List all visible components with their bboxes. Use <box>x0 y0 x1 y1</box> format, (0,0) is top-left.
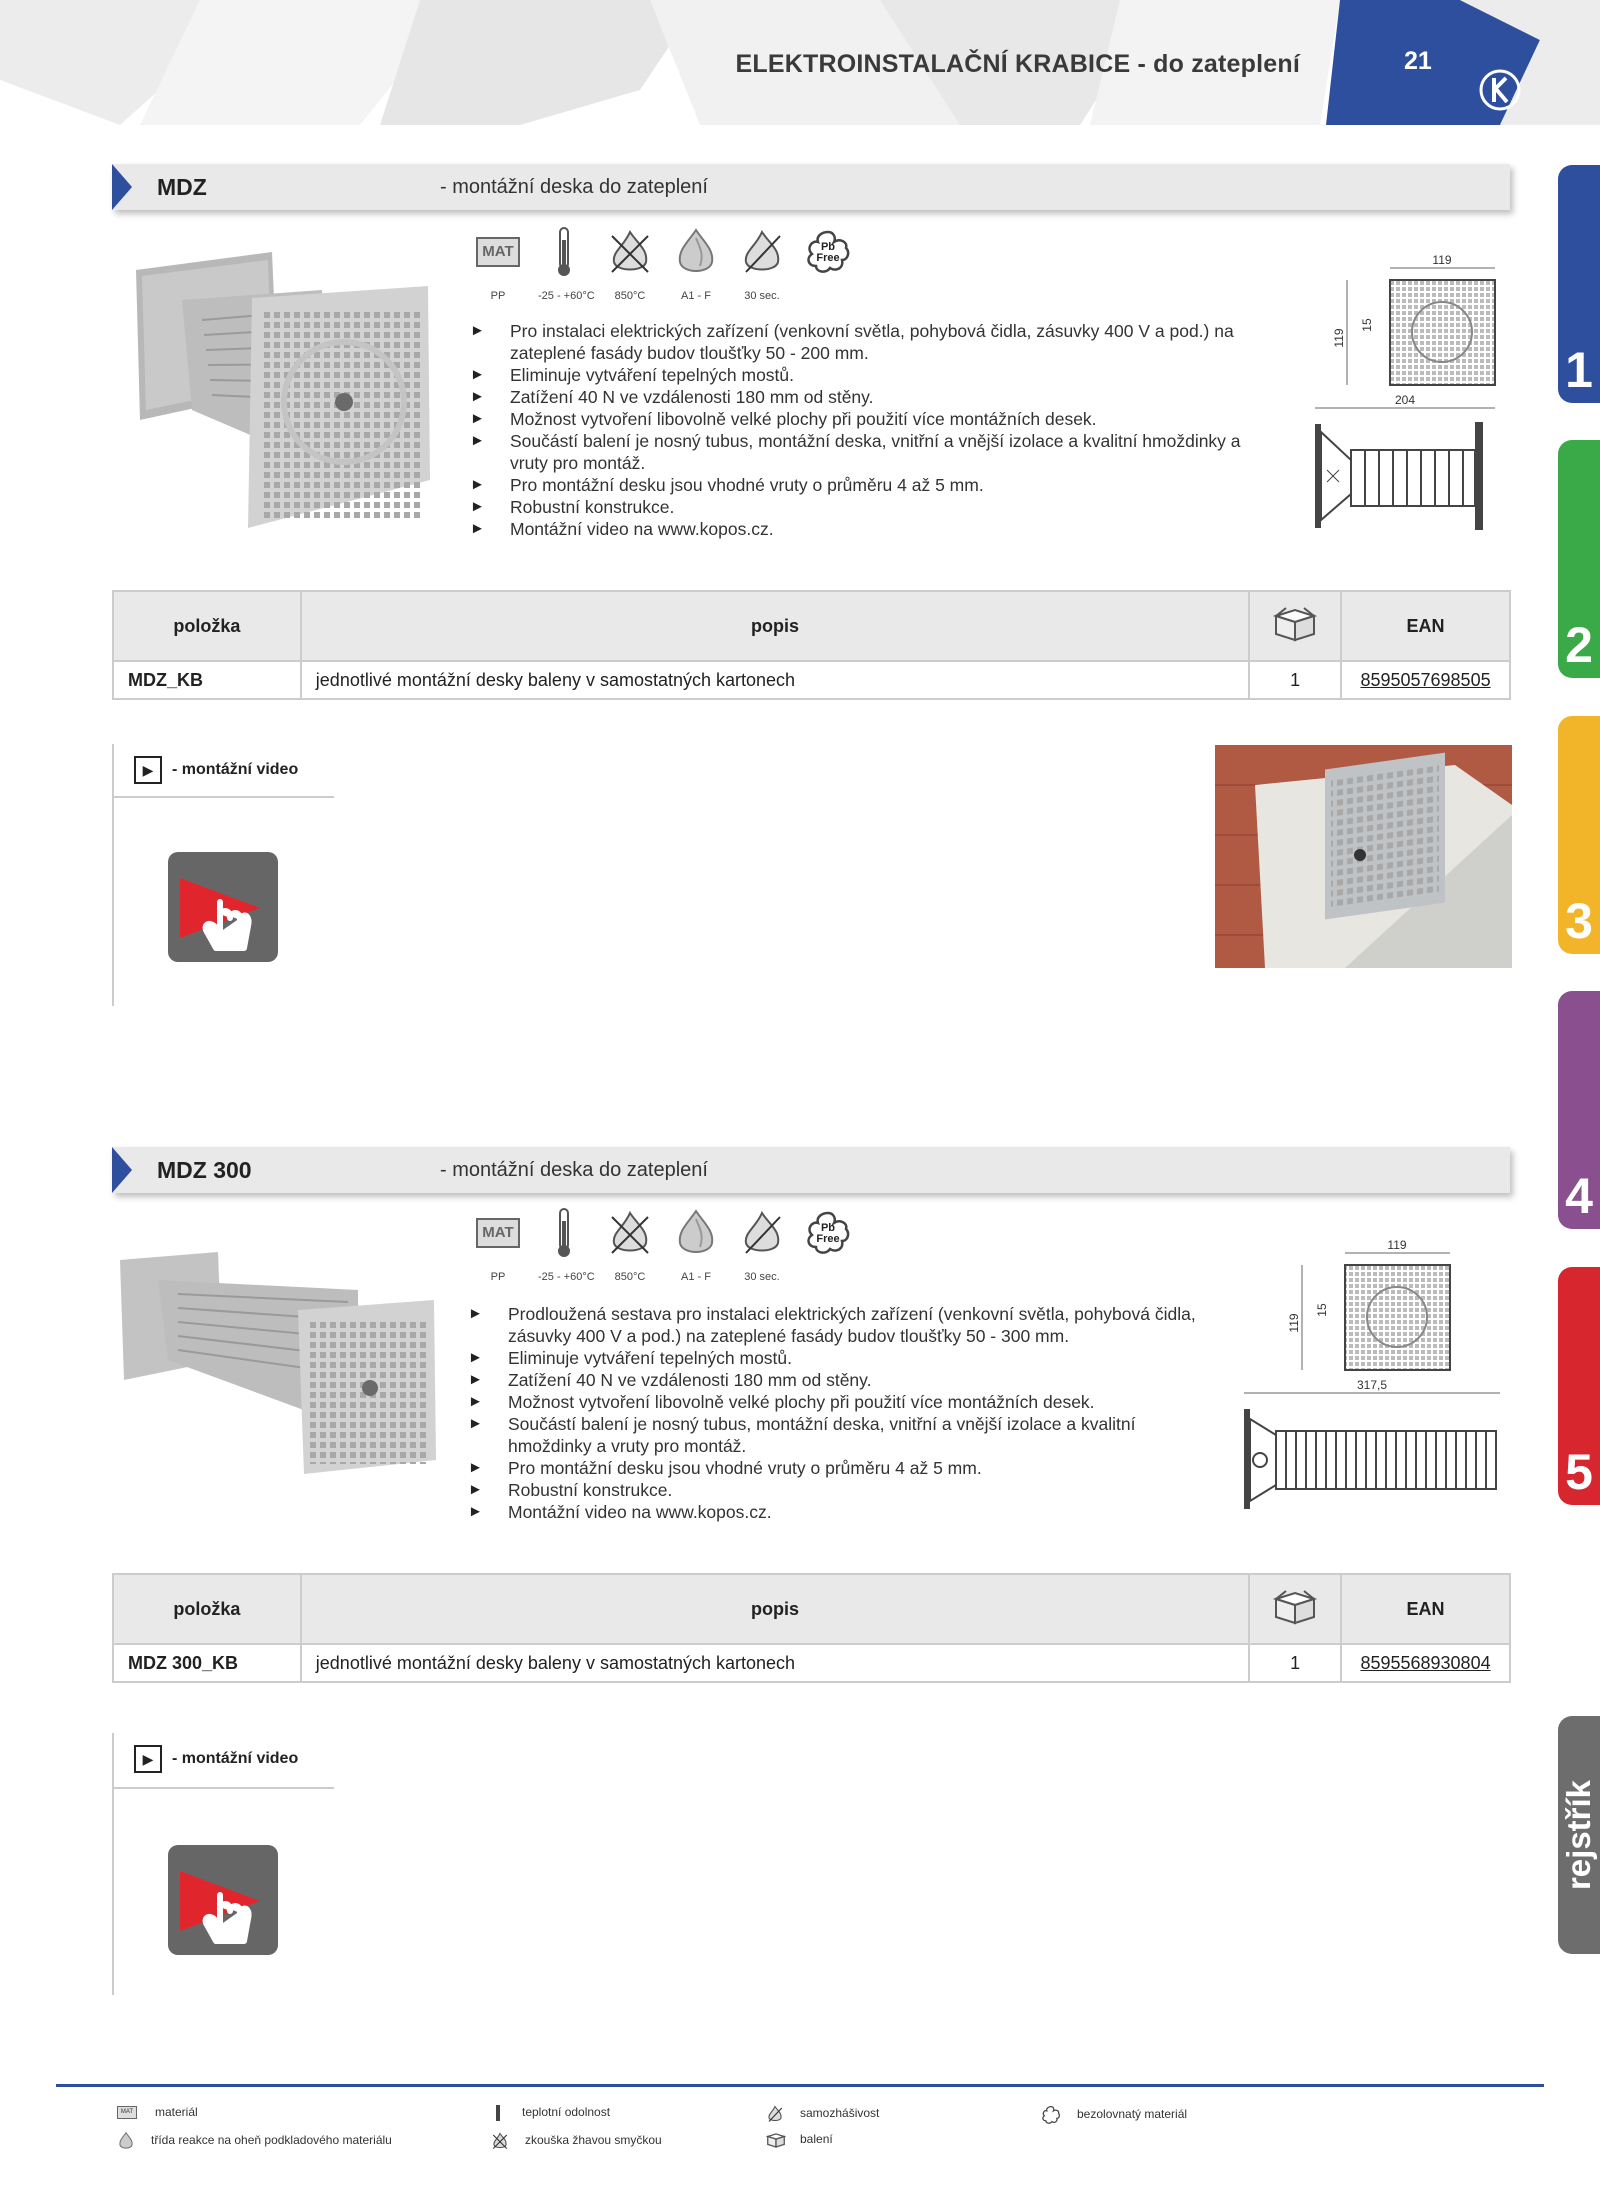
legend-item-self-extinguish <box>766 2105 879 2123</box>
play-icon[interactable]: ▶ <box>134 756 162 784</box>
side-tab-label: 3 <box>1565 893 1593 949</box>
legend-item-fire-class <box>117 2132 392 2150</box>
video-block-mdz <box>112 744 334 1006</box>
side-tab-label: 4 <box>1565 1168 1593 1224</box>
side-tab-2[interactable] <box>1558 440 1600 678</box>
section-bar-mdz300 <box>112 1147 1510 1193</box>
feature-list-mdz <box>470 320 1280 540</box>
legend-label: teplotní odolnost <box>522 2105 611 2120</box>
dim-length: 204 <box>1394 393 1416 407</box>
col-header-package <box>1249 591 1341 661</box>
col-header-description: popis <box>301 591 1249 661</box>
properties-row-mdz <box>472 226 854 302</box>
mat-icon: MAT <box>117 2106 137 2119</box>
table-row <box>113 661 1510 699</box>
feature-item: ► Součástí balení je nosný tubus, montážní deska, vnitřní a vnější izolace a kvalitní hmoždinky a vruty pro montáž. <box>470 430 1280 474</box>
play-hand-icon <box>168 1845 278 1955</box>
feature-item: ► Pro instalaci elektrických zařízení (venkovní světla, pohybová čidla, zásuvky 400 V a pod.) na zateplené fasády budov tloušťky 50 - 200 mm. <box>470 320 1280 364</box>
legend-item-material <box>117 2105 198 2119</box>
video-label: - montážní video <box>172 761 299 778</box>
section-marker <box>112 1147 132 1193</box>
legend-label: zkouška žhavou smyčkou <box>525 2133 662 2148</box>
product-code: MDZ <box>157 174 207 200</box>
divider <box>112 744 114 1006</box>
legend-label: materiál <box>155 2105 198 2119</box>
material-value: PP <box>490 290 506 302</box>
glow-wire-icon <box>608 228 652 276</box>
video-button[interactable] <box>168 1845 278 1955</box>
thermometer-icon <box>496 2105 500 2121</box>
feature-item: ► Montážní video na www.kopos.cz. <box>468 1501 1208 1523</box>
pb-free-icon <box>804 1209 852 1257</box>
pb-free-icon <box>1041 2105 1061 2125</box>
col-header-package <box>1249 1574 1341 1644</box>
feature-item: ► Zatížení 40 N ve vzdálenosti 180 mm od stěny. <box>468 1369 1208 1391</box>
side-tab-label: 1 <box>1565 342 1593 398</box>
product-description: - montážní deska do zateplení <box>440 176 708 198</box>
dim-length: 317,5 <box>1356 1378 1388 1392</box>
product-code: MDZ 300 <box>157 1157 252 1183</box>
flame-icon <box>766 2105 784 2123</box>
material-value: PP <box>490 1271 506 1283</box>
legend-label: třída reakce na oheň podkladového materiálu <box>151 2133 392 2148</box>
item-code: MDZ 300_KB <box>113 1644 301 1682</box>
dim-height: 119 <box>1332 328 1346 348</box>
drop-icon <box>676 228 716 276</box>
technical-drawing-mdz <box>1305 250 1500 540</box>
legend-item-temperature <box>496 2105 610 2121</box>
mat-icon: MAT <box>476 1218 520 1248</box>
pb-free-text-1: Pb <box>820 1222 836 1234</box>
col-header-ean: EAN <box>1341 591 1510 661</box>
thermometer-icon <box>556 1207 572 1259</box>
pb-free-icon <box>804 228 852 276</box>
pb-free-text-2: Free <box>816 1233 840 1245</box>
glow-wire-value: 850°C <box>614 1271 646 1283</box>
section-marker <box>112 164 132 210</box>
dim-offset: 15 <box>1315 1303 1329 1317</box>
drop-icon <box>676 1209 716 1257</box>
legend-label: bezolovnatý materiál <box>1077 2107 1188 2122</box>
pb-free-text-1: Pb <box>820 241 836 253</box>
side-tab-1[interactable] <box>1558 165 1600 403</box>
installation-photo-mdz <box>1215 745 1512 968</box>
flame-icon <box>740 228 784 276</box>
dim-width: 119 <box>1387 1238 1407 1252</box>
glow-wire-icon <box>608 1209 652 1257</box>
feature-item: ► Součástí balení je nosný tubus, montážní deska, vnitřní a vnější izolace a kvalitní hmoždinky a vruty pro montáž. <box>468 1413 1208 1457</box>
legend-item-package <box>766 2132 833 2148</box>
pb-free-text-2: Free <box>816 252 840 264</box>
footer-divider <box>56 2084 1544 2087</box>
item-description: jednotlivé montážní desky baleny v samostatných kartonech <box>301 1644 1249 1682</box>
technical-drawing-mdz300 <box>1240 1235 1505 1520</box>
col-header-description: popis <box>301 1574 1249 1644</box>
feature-item: ► Eliminuje vytváření tepelných mostů. <box>470 364 1280 386</box>
ean-link[interactable]: 8595057698505 <box>1341 661 1510 699</box>
legend-label: balení <box>800 2132 833 2147</box>
fire-class-value: A1 - F <box>681 290 711 302</box>
divider <box>112 1787 334 1789</box>
feature-item: ► Eliminuje vytváření tepelných mostů. <box>468 1347 1208 1369</box>
legend-item-glow-wire <box>491 2132 662 2150</box>
item-quantity: 1 <box>1249 661 1341 699</box>
section-bar-mdz <box>112 164 1510 210</box>
feature-item: ► Zatížení 40 N ve vzdálenosti 180 mm od stěny. <box>470 386 1280 408</box>
product-table-mdz <box>112 590 1511 700</box>
glow-wire-icon <box>491 2132 509 2150</box>
feature-item: ► Pro montážní desku jsou vhodné vruty o průměru 4 až 5 mm. <box>468 1457 1208 1479</box>
col-header-ean: EAN <box>1341 1574 1510 1644</box>
side-tab-label: rejstřík <box>1560 1779 1597 1891</box>
box-icon <box>1272 1589 1318 1625</box>
legend-label: samozhášivost <box>800 2106 880 2121</box>
side-tab-label: 2 <box>1565 617 1593 673</box>
feature-item: ► Robustní konstrukce. <box>470 496 1280 518</box>
feature-item: ► Montážní video na www.kopos.cz. <box>470 518 1280 540</box>
video-button[interactable] <box>168 852 278 962</box>
item-quantity: 1 <box>1249 1644 1341 1682</box>
dim-width: 119 <box>1432 253 1452 267</box>
product-description: - montážní deska do zateplení <box>440 1159 708 1181</box>
product-table-mdz300 <box>112 1573 1511 1683</box>
dim-offset: 15 <box>1360 318 1374 332</box>
col-header-item: položka <box>113 1574 301 1644</box>
table-row <box>113 1644 1510 1682</box>
col-header-item: položka <box>113 591 301 661</box>
feature-item: ► Prodloužená sestava pro instalaci elektrických zařízení (venkovní světla, pohybová čidla, zásuvky 400 V a pod.) na zateplené fasády budov tloušťky 50 - 300 mm. <box>468 1303 1208 1347</box>
self-extinguish-value: 30 sec. <box>744 290 780 302</box>
box-icon <box>1272 606 1318 642</box>
item-description: jednotlivé montážní desky baleny v samostatných kartonech <box>301 661 1249 699</box>
flame-icon <box>740 1209 784 1257</box>
ean-link[interactable]: 8595568930804 <box>1341 1644 1510 1682</box>
play-icon[interactable]: ▶ <box>134 1745 162 1773</box>
kopos-logo-icon <box>1478 68 1522 112</box>
feature-item: ► Možnost vytvoření libovolně velké plochy při použití více montážních desek. <box>468 1391 1208 1413</box>
box-icon <box>766 2132 786 2148</box>
legend-item-pb-free <box>1041 2105 1187 2125</box>
item-code: MDZ_KB <box>113 661 301 699</box>
drop-icon <box>117 2132 135 2150</box>
feature-item: ► Robustní konstrukce. <box>468 1479 1208 1501</box>
self-extinguish-value: 30 sec. <box>744 1271 780 1283</box>
side-tab-index[interactable] <box>1558 1716 1600 1954</box>
feature-list-mdz300 <box>468 1303 1208 1523</box>
properties-row-mdz300 <box>472 1207 854 1283</box>
side-tab-5[interactable] <box>1558 1267 1600 1505</box>
page-header-title: ELEKTROINSTALAČNÍ KRABICE - do zateplení <box>735 50 1300 78</box>
video-block-mdz300 <box>112 1733 334 1995</box>
side-tab-3[interactable] <box>1558 716 1600 954</box>
play-hand-icon <box>168 852 278 962</box>
feature-item: ► Pro montážní desku jsou vhodné vruty o průměru 4 až 5 mm. <box>470 474 1280 496</box>
dim-height: 119 <box>1287 1313 1301 1333</box>
mat-icon: MAT <box>476 237 520 267</box>
product-image-mdz <box>122 250 442 530</box>
video-label: - montážní video <box>172 1750 299 1767</box>
product-image-mdz300 <box>118 1250 448 1480</box>
side-tab-label: 5 <box>1565 1444 1593 1500</box>
thermometer-icon <box>556 226 572 278</box>
page-number: 21 <box>1404 47 1432 75</box>
temperature-value: -25 - +60°C <box>538 290 595 302</box>
feature-item: ► Možnost vytvoření libovolně velké plochy při použití více montážních desek. <box>470 408 1280 430</box>
side-tab-4[interactable] <box>1558 991 1600 1229</box>
divider <box>112 796 334 798</box>
fire-class-value: A1 - F <box>681 1271 711 1283</box>
temperature-value: -25 - +60°C <box>538 1271 595 1283</box>
glow-wire-value: 850°C <box>614 290 646 302</box>
divider <box>112 1733 114 1995</box>
